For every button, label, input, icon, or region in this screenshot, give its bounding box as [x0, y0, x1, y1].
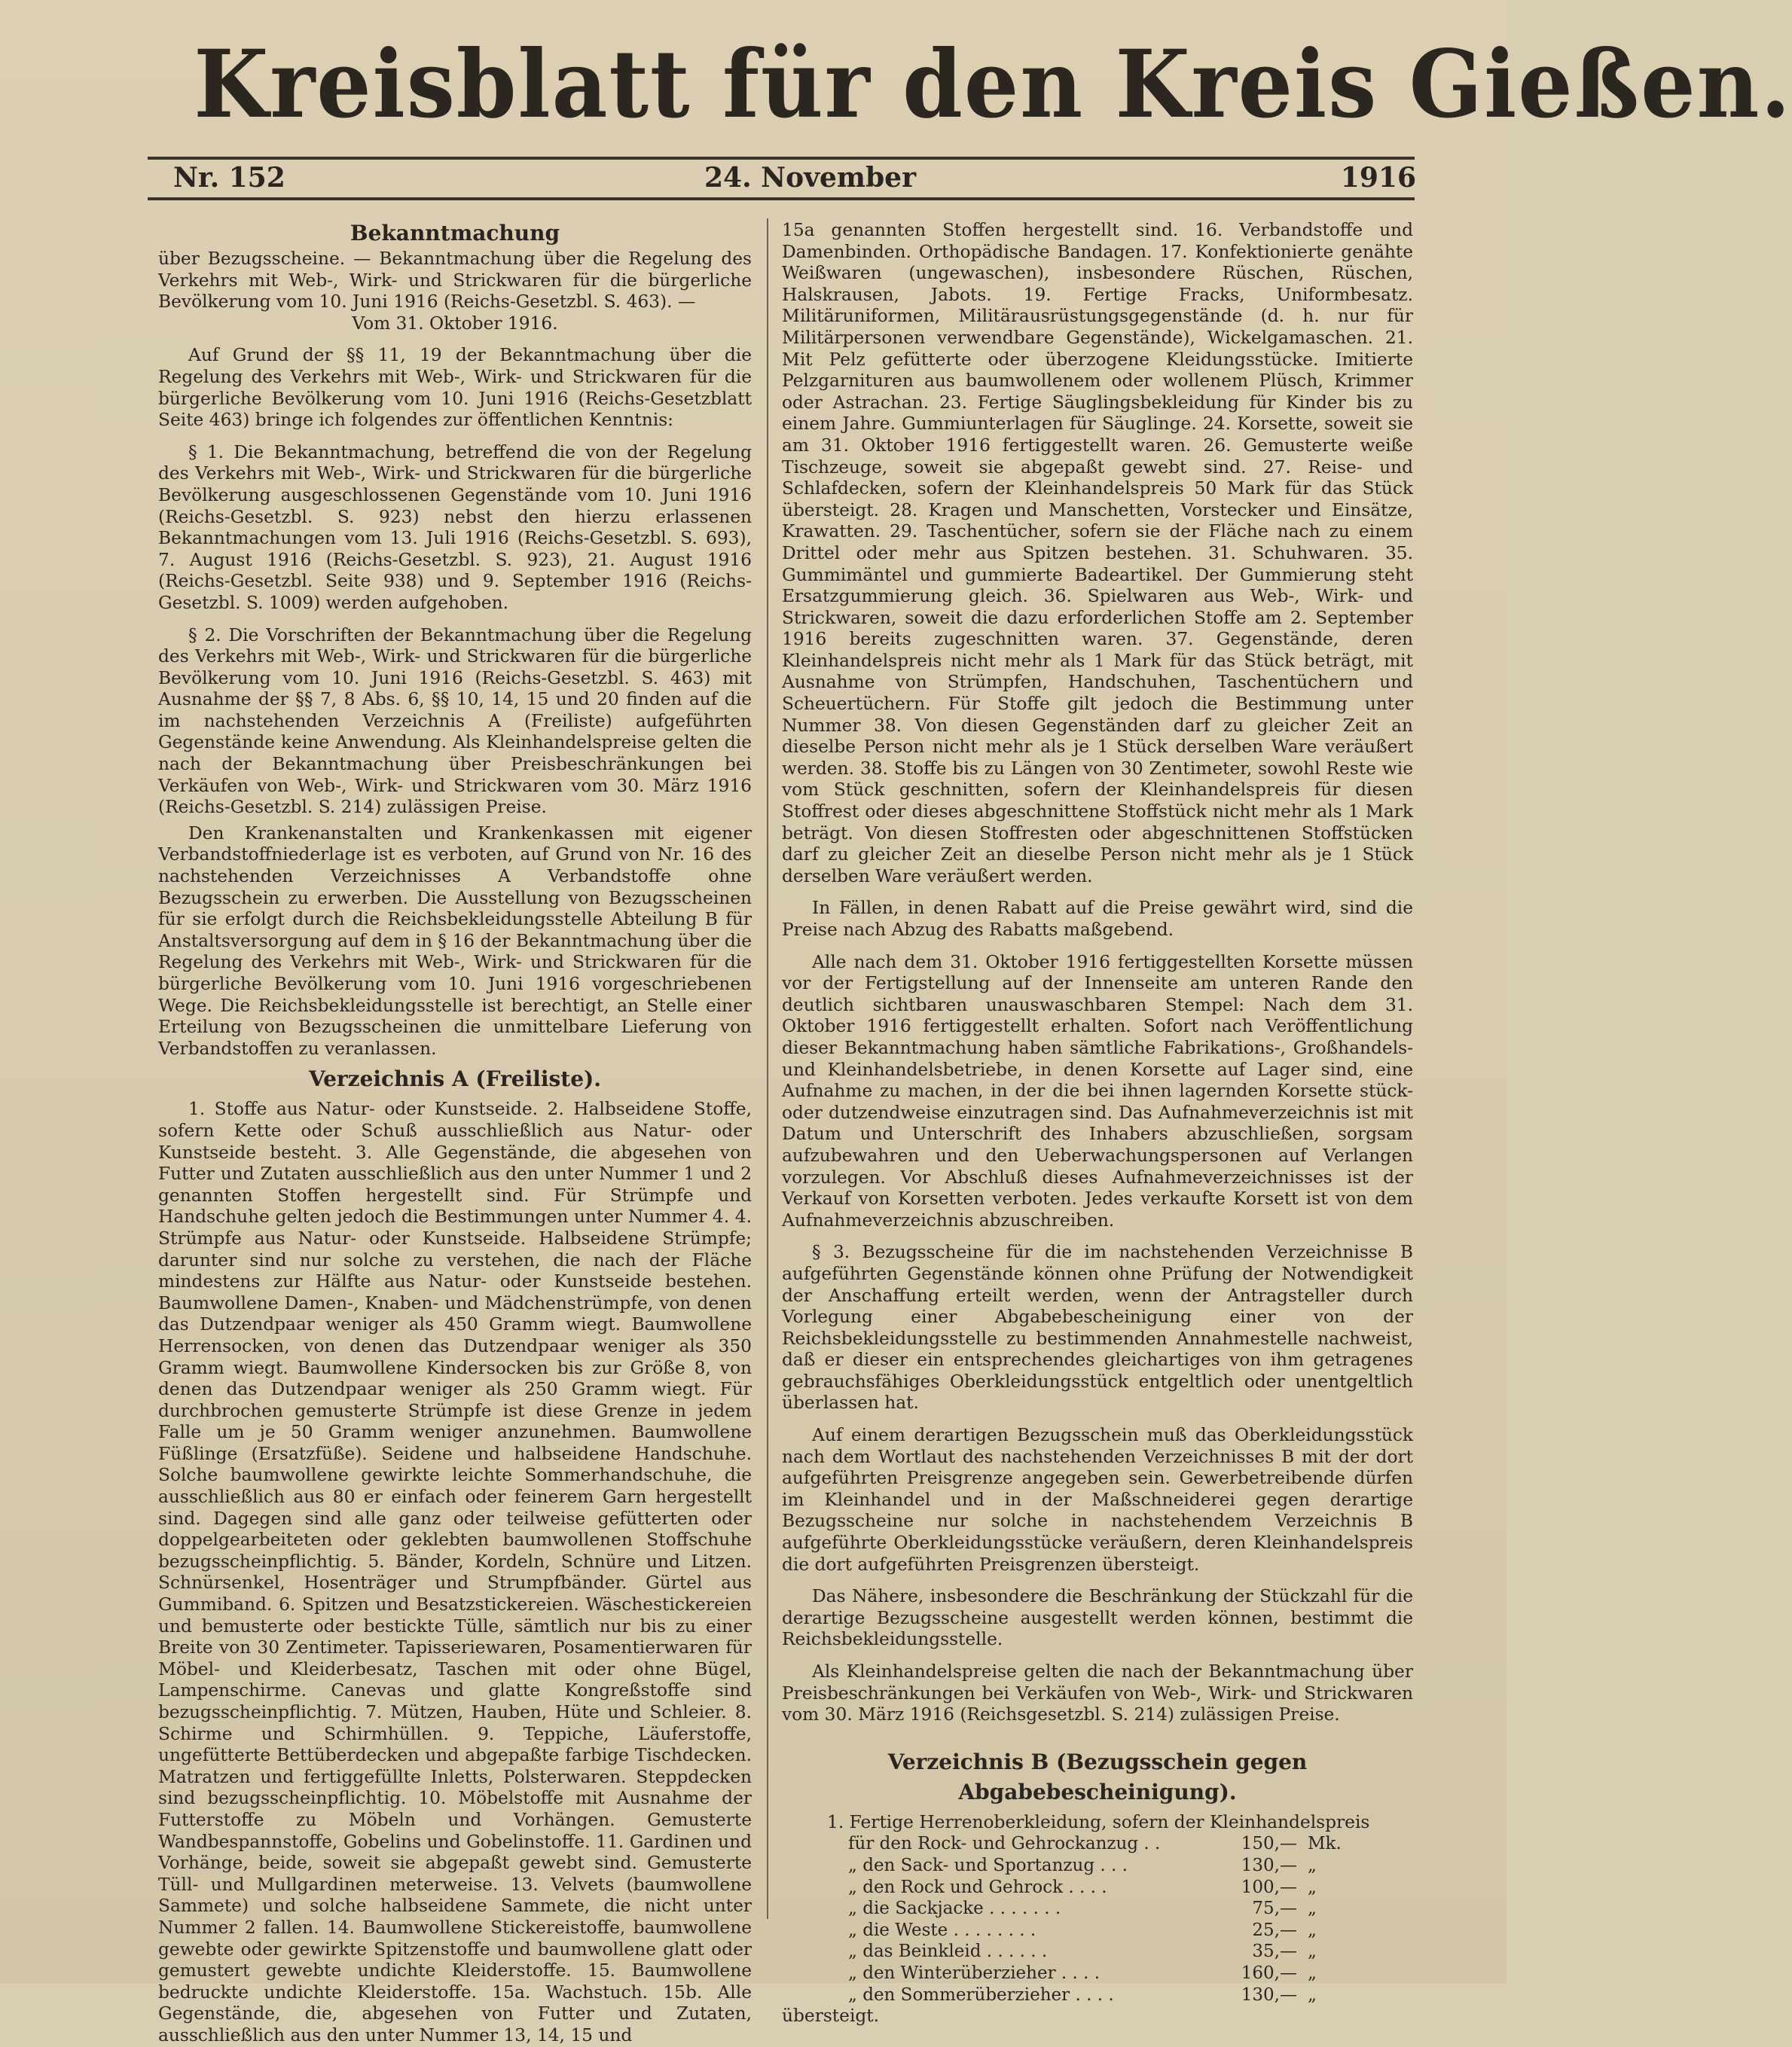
dateline-rule-top	[148, 157, 1415, 160]
price-row	[848, 1920, 1375, 1942]
price-item: „ den Rock und Gehrock . . . .	[848, 1877, 1107, 1897]
price-row	[848, 1833, 1375, 1855]
retail-price-paragraph: Als Kleinhandelspreise gelten die nach der Bekanntmachung über Preisbeschränkungen bei Verkäufen von Web-, Wirk- und Strickwaren vom 30. März 1916 (Reichsgesetzbl. S. 214) zulässigen Preise.	[782, 1661, 1413, 1725]
issue-date: 24. November	[704, 162, 917, 194]
issue-number: Nr. 152	[173, 162, 285, 194]
list-a-continued: 15a genannten Stoffen hergestellt sind. 16. Verbandstoffe und Damenbinden. Orthopädische Bandagen. 17. Konfektionierte genähte Weißwaren (ungewaschen), insbesondere Rüschen, Rüschen, Halskrausen, Jabots. 19. Fertige Fracks, Uniformbesatz. Militäruniformen, Militärausrüstungsgegenstände (d. h. nur für Militärpersonen verwendbare Gegenstände), Wickelgamaschen. 21. Mit Pelz gefütterte oder überzogene Kleidungsstücke. Imitierte Pelzgarnituren aus baumwollenem oder wollenem Plüsch, Krimmer oder Astrachan. 23. Fertige Säuglingsbekleidung für Kinder bis zu einem Jahre. Gummiunterlagen für Säuglinge. 24. Korsette, soweit sie am 31. Oktober 1916 fertiggestellt waren. 26. Gemusterte weiße Tischzeuge, soweit sie abgepaßt gewebt sind. 27. Reise- und Schlafdecken, sofern der Kleinhandelspreis 50 Mark für das Stück übersteigt. 28. Kragen und Manschetten, Vorstecker und Einsätze, Krawatten. 29. Taschentücher, sofern sie der Fläche nach zu einem Drittel oder mehr aus Spitzen bestehen. 31. Schuhwaren. 35. Gummimäntel und gummierte Badeartikel. Der Gummierung steht Ersatzgummierung gleich. 36. Spielwaren aus Web-, Wirk- und Strickwaren, soweit die dazu erforderlichen Stoffe am 2. September 1916 bereits zugeschnitten waren. 37. Gegenstände, deren Kleinhandelspreis nicht mehr als 1 Mark für das Stück beträgt, mit Ausnahme von Strümpfen, Handschuhen, Taschentüchern und Scheuertüchern. Für Stoffe gilt jedoch die Bestimmung unter Nummer 38. Von diesen Gegenständen darf zu gleicher Zeit an dieselbe Person nicht mehr als je 1 Stück derselben Ware veräußert werden. 38. Stoffe bis zu Längen von 30 Zentimeter, sowohl Reste wie vom Stück geschnitten, sofern der Kleinhandelspreis für diesen Stoffrest oder dieses abgeschnittene Stoffstück nicht mehr als 1 Mark beträgt. Von diesen Stoffresten oder abgeschnittenen Stoffstücken darf zu gleicher Zeit an dieselbe Person nicht mehr als je 1 Stück derselben Ware veräußert werden.	[782, 220, 1413, 886]
list-a-heading: Verzeichnis A (Freiliste).	[308, 1066, 602, 1092]
list-a-text: 1. Stoffe aus Natur- oder Kunstseide. 2. Halbseidene Stoffe, sofern Kette oder Schuß ausschließlich aus Natur- oder Kunstseide besteht. 3. Alle Gegenstände, die abgesehen von Futter und Zutaten ausschließlich aus den unter Nummer 1 und 2 genannten Stoffen hergestellt sind. Für Strümpfe und Handschuhe gelten jedoch die Bestimmungen unter Nummer 4. 4. Strümpfe aus Natur- oder Kunstseide. Halbseidene Strümpfe; darunter sind nur solche zu verstehen, die nach der Fläche mindestens zur Hälfte aus Natur- oder Kunstseide bestehen. Baumwollene Damen-, Knaben- und Mädchenstrümpfe, von denen das Dutzendpaar weniger als 450 Gramm wiegt. Baumwollene Herrensocken, von denen das Dutzendpaar weniger als 350 Gramm wiegt. Baumwollene Kindersocken bis zur Größe 8, von denen das Dutzendpaar weniger als 250 Gramm wiegt. Für durchbrochen gemusterte Strümpfe ist diese Grenze in jedem Falle um je 50 Gramm weniger anzunehmen. Baumwollene Füßlinge (Ersatzfüße). Seidene und halbseidene Handschuhe. Solche baumwollene gewirkte leichte Sommerhandschuhe, die ausschließlich aus 80 er einfach oder feinerem Garn hergestellt sind. Dagegen sind alle ganz oder teilweise gefütterten oder doppelgearbeiteten oder geklebten baumwollenen Stoffschuhe bezugsscheinpflichtig. 5. Bänder, Kordeln, Schnüre und Litzen. Schnürsenkel, Hosenträger und Strumpfbänder. Gürtel aus Gummiband. 6. Spitzen und Besatzstickereien. Wäschestickereien und bemusterte oder bestickte Tülle, sämtlich nur bis zu einer Breite von 30 Zentimeter. Tapisseriewaren, Posamentierwaren für Möbel- und Kleiderbesatz, Taschen mit oder ohne Bügel, Lampenschirme. Canevas und glatte Kongreßstoffe sind bezugsscheinpflichtig. 7. Mützen, Hauben, Hüte und Schleier. 8. Schirme und Schirmhüllen. 9. Teppiche, Läuferstoffe, ungefütterte Bettüberdecken und abgepaßte farbige Tischdecken. Matratzen und fertiggefüllte Inletts, Polsterwaren. Steppdecken sind bezugsscheinpflichtig. 10. Möbelstoffe mit Ausnahme der Futterstoffe zu Möbeln und Vorhängen. Gemusterte Wandbespannstoffe, Gobelins und Gobelinstoffe. 11. Gardinen und Vorhänge, beide, soweit sie abgepaßt gewebt sind. Gemusterte Tüll- und Mullgardinen meterweise. 13. Velvets (baumwollene Sammete) und solche halbseidene Sammete, die nicht unter Nummer 2 fallen. 14. Baumwollene Stickereistoffe, baumwollene gewebte oder gewirkte Spitzenstoffe und baumwollene glatt oder gemustert gewebte undichte Kleiderstoffe. 15. Baumwollene bedruckte undichte Kleiderstoffe. 15a. Wachstuch. 15b. Alle Gegenstände, die, abgesehen von Futter und Zutaten, ausschließlich aus den unter Nummer 13, 14, 15 und	[158, 1099, 752, 2045]
price-table	[848, 1833, 1375, 2006]
section-3-paragraph: § 3. Bezugsscheine für die im nachstehenden Verzeichnisse B aufgeführten Gegenstände können ohne Prüfung der Notwendigkeit der Anschaffung erteilt werden, wenn der Antragsteller durch Vorlegung einer Abgabebescheinigung einer von der Reichsbekleidungsstelle zu bestimmenden Annahmestelle nachweist, daß er dieser ein entsprechendes gleichartiges von ihm getragenes gebrauchsfähiges Oberkleidungsstück entgeltlich oder unentgeltlich überlassen hat.	[782, 1242, 1413, 1414]
price-currency: „	[1308, 1899, 1317, 1919]
price-value: 160,—	[1241, 1963, 1297, 1983]
details-paragraph: Das Nähere, insbesondere die Beschränkung der Stückzahl für die derartige Bezugsscheine ausgestellt werden können, bestimmt die Reichsbekleidungsstelle.	[782, 1586, 1413, 1650]
price-currency: Mk.	[1308, 1834, 1342, 1854]
preamble-paragraph: Auf Grund der §§ 11, 19 der Bekanntmachung über die Regelung des Verkehrs mit Web-, Wirk- und Strickwaren für die bürgerliche Bevölkerung vom 10. Juni 1916 (Reichs-Gesetzblatt Seite 463) bringe ich folgendes zur öffentlichen Kenntnis:	[158, 345, 752, 431]
list-b-end: übersteigt.	[782, 2006, 880, 2027]
price-row	[848, 1984, 1375, 2006]
price-row	[848, 1877, 1375, 1899]
price-item: „ den Sommerüberzieher . . . .	[848, 1984, 1114, 2005]
price-value: 35,—	[1252, 1942, 1297, 1962]
coupon-paragraph: Auf einem derartigen Bezugsschein muß das Oberkleidungsstück nach dem Wortlaut des nachstehenden Verzeichnisses B mit der dort aufgeführten Preisgrenze angegeben sein. Gewerbetreibende dürfen im Kleinhandel und in der Maßschneiderei gegen derartige Bezugsscheine nur solche in nachstehendem Verzeichnis B aufgeführte Oberkleidungsstücke veräußern, deren Kleinhandelspreis die dort aufgeführten Preisgrenzen übersteigt.	[782, 1425, 1413, 1575]
section-1-paragraph: § 1. Die Bekanntmachung, betreffend die von der Regelung des Verkehrs mit Web-, Wirk- und Strickwaren für die bürgerliche Bevölkerung ausgeschlossenen Gegenstände vom 10. Juni 1916 (Reichs-Gesetzbl. S. 923) nebst den hierzu erlassenen Bekanntmachungen vom 13. Juli 1916 (Reichs-Gesetzbl. S. 693), 7. August 1916 (Reichs-Gesetzbl. S. 923), 21. August 1916 (Reichs-Gesetzbl. Seite 938) und 9. September 1916 (Reichs-Gesetzbl. S. 1009) werden aufgehoben.	[158, 441, 752, 613]
price-value: 130,—	[1241, 1984, 1297, 2005]
corsets-paragraph: Alle nach dem 31. Oktober 1916 fertiggestellten Korsette müssen vor der Fertigstellung auf der Innenseite am unteren Rande den deutlich sichtbaren unauswaschbaren Stempel: Nach dem 31. Oktober 1916 fertiggestellt erhalten. Sofort nach Veröffentlichung dieser Bekanntmachung haben sämtliche Fabrikations-, Großhandels- und Kleinhandelsbetriebe, in denen Korsette auf Lager sind, eine Aufnahme zu machen, in der die bei ihnen lagernden Korsette stück- oder dutzendweise einzutragen sind. Das Aufnahmeverzeichnis ist mit Datum und Unterschrift des Inhabers abzuschließen, sorgsam aufzubewahren und den Ueberwachungspersonen auf Verlangen vorzulegen. Vor Abschluß dieses Aufnahmeverzeichnisses ist der Verkauf von Korsetten verboten. Jedes verkaufte Korsett ist von dem Aufnahmeverzeichnis abzuschreiben.	[782, 951, 1413, 1231]
announcement-heading: Bekanntmachung	[350, 221, 560, 246]
issue-year: 1916	[1340, 162, 1416, 194]
announcement-date: Vom 31. Oktober 1916.	[352, 313, 558, 334]
list-b-heading: Verzeichnis B (Bezugsschein gegen Abgabebescheinigung).	[887, 1749, 1308, 1804]
price-item: „ die Weste . . . . . . . .	[848, 1920, 1036, 1940]
price-currency: „	[1308, 1963, 1317, 1983]
masthead-title: Kreisblatt für den Kreis Gießen.	[194, 30, 1792, 139]
price-row	[848, 1898, 1375, 1920]
price-row	[848, 1855, 1375, 1877]
price-row	[848, 1963, 1375, 1984]
price-item: für den Rock- und Gehrockanzug . .	[848, 1834, 1161, 1854]
price-value: 25,—	[1252, 1920, 1297, 1940]
announcement-intro: über Bezugsscheine. — Bekanntmachung über die Regelung des Verkehrs mit Web-, Wirk- und Strickwaren für die bürgerliche Bevölkerung vom 10. Juni 1916 (Reichs-Gesetzbl. S. 463). —	[158, 249, 752, 313]
dateline	[173, 161, 1416, 194]
price-value: 100,—	[1241, 1877, 1297, 1897]
price-item: „ das Beinkleid . . . . . .	[848, 1942, 1048, 1962]
section-2-paragraph: § 2. Die Vorschriften der Bekanntmachung über die Regelung des Verkehrs mit Web-, Wirk- und Strickwaren für die bürgerliche Bevölkerung vom 10. Juni 1916 (Reichs-Gesetzbl. S. 463) mit Ausnahme der §§ 7, 8 Abs. 6, §§ 10, 14, 15 und 20 finden auf die im nachstehenden Verzeichnis A (Freiliste) aufgeführten Gegenstände keine Anwendung. Als Kleinhandelspreise gelten die nach der Bekanntmachung über Preisbeschränkungen bei Verkäufen von Web-, Wirk- und Strickwaren vom 30. März 1916 (Reichs-Gesetzbl. S. 214) zulässigen Preise.	[158, 624, 752, 818]
price-row	[848, 1941, 1375, 1963]
price-currency: „	[1308, 1855, 1317, 1875]
price-value: 150,—	[1241, 1834, 1297, 1854]
price-value: 75,—	[1252, 1899, 1297, 1919]
price-currency: „	[1308, 1920, 1317, 1940]
price-item: „ den Winterüberzieher . . . .	[848, 1963, 1101, 1983]
price-currency: „	[1308, 1877, 1317, 1897]
right-column	[782, 220, 1413, 2027]
left-column	[158, 218, 752, 2047]
hospitals-paragraph: Den Krankenanstalten und Krankenkassen mit eigener Verbandstoffniederlage ist es verboten, auf Grund von Nr. 16 des nachstehenden Verzeichnisses A Verbandstoffe ohne Bezugsschein zu erwerben. Die Ausstellung von Bezugsscheinen für sie erfolgt durch die Reichsbekleidungsstelle Abteilung B für Anstaltsversorgung auf dem in § 16 der Bekanntmachung über die Regelung des Verkehrs mit Web-, Wirk- und Strickwaren für die bürgerliche Bevölkerung vom 10. Juni 1916 vorgeschriebenen Wege. Die Reichsbekleidungsstelle ist berechtigt, an Stelle einer Erteilung von Bezugsscheinen die unmittelbare Lieferung von Verbandstoffen zu veranlassen.	[158, 822, 752, 1059]
price-value: 130,—	[1241, 1855, 1297, 1875]
price-currency: „	[1308, 1984, 1317, 2005]
price-currency: „	[1308, 1942, 1317, 1962]
list-b-intro: 1. Fertige Herrenoberkleidung, sofern der Kleinhandelspreis	[827, 1811, 1370, 1832]
discount-paragraph: In Fällen, in denen Rabatt auf die Preise gewährt wird, sind die Preise nach Abzug des Rabatts maßgebend.	[782, 898, 1413, 940]
column-divider	[767, 218, 768, 1919]
dateline-rule-bottom	[148, 197, 1415, 200]
price-item: „ den Sack- und Sportanzug . . .	[848, 1855, 1128, 1875]
price-item: „ die Sackjacke . . . . . . .	[848, 1899, 1061, 1919]
